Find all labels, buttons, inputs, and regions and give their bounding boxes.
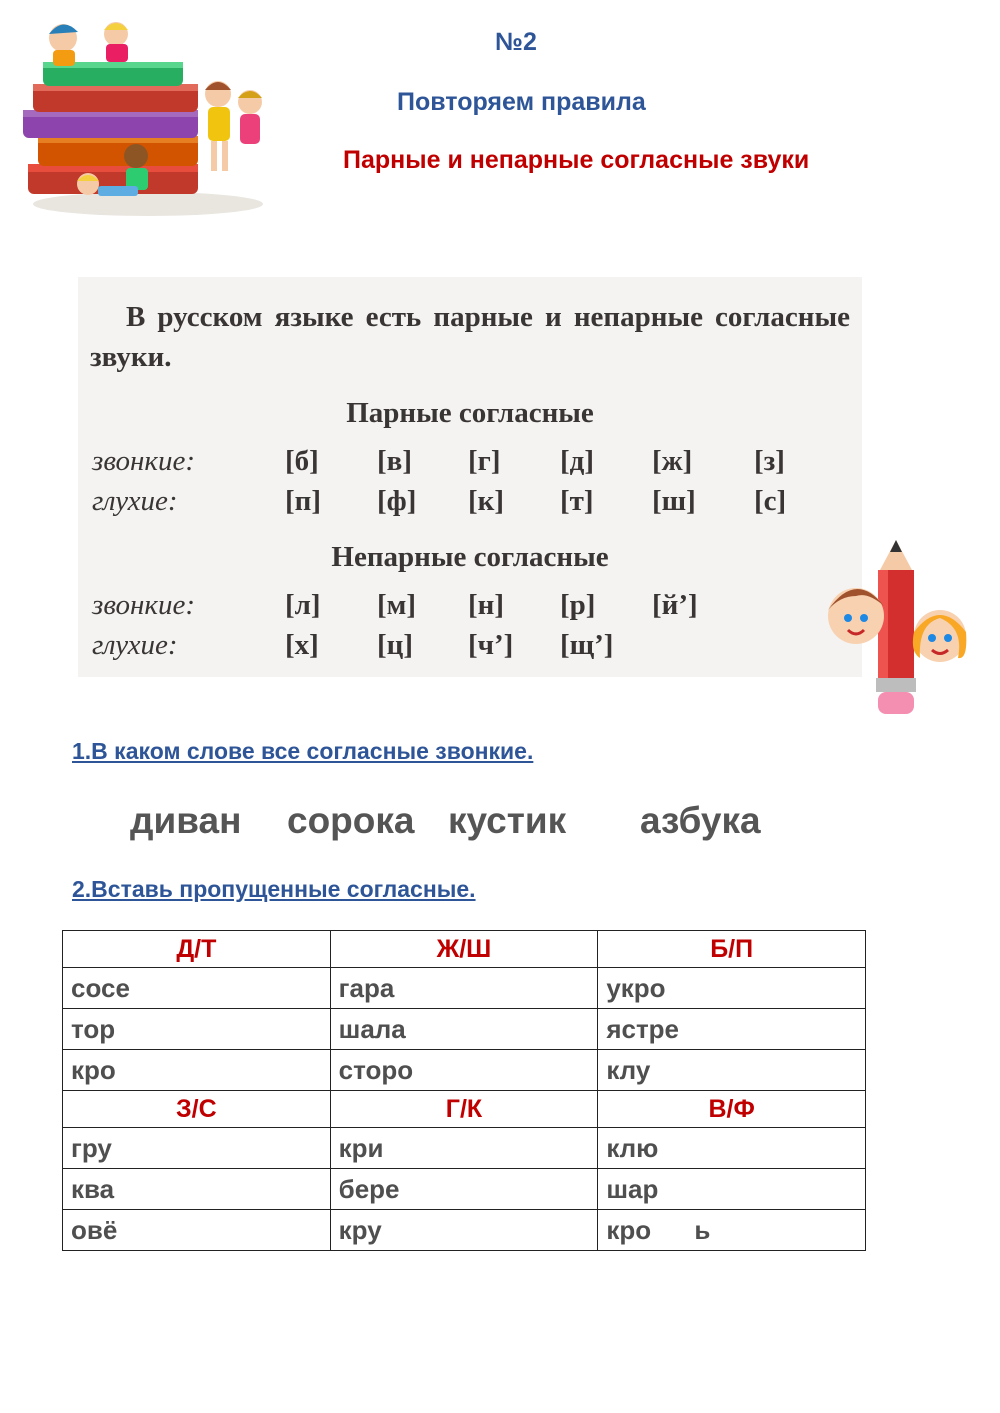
table-row xyxy=(63,1009,866,1050)
sound: [х] xyxy=(285,629,319,661)
sound: [й’] xyxy=(652,589,698,621)
word-cell[interactable]: ква xyxy=(63,1169,331,1210)
table-header-row xyxy=(63,1091,866,1128)
rule-intro-text: В русском языке есть парные и непарные согласные звуки. xyxy=(90,301,850,373)
column-header: Ж/Ш xyxy=(330,931,598,968)
paired-voiceless-label: глухие: xyxy=(92,485,178,517)
unpaired-voiceless-label: глухие: xyxy=(92,629,178,661)
word-cell[interactable]: кру xyxy=(330,1210,598,1251)
sound: [ш] xyxy=(652,485,696,517)
table-row xyxy=(63,968,866,1009)
word-cell[interactable]: сосе xyxy=(63,968,331,1009)
word-cell[interactable]: кро xyxy=(63,1050,331,1091)
consonants-table xyxy=(62,930,866,1251)
sound: [щ’] xyxy=(560,629,614,661)
word-cell[interactable]: клу xyxy=(598,1050,866,1091)
sound: [з] xyxy=(754,445,785,477)
paired-heading: Парные согласные xyxy=(346,397,594,429)
word-cell[interactable]: укро xyxy=(598,968,866,1009)
sound: [б] xyxy=(285,445,319,477)
topic-heading: Парные и непарные согласные звуки xyxy=(343,146,810,174)
word-cell[interactable]: тор xyxy=(63,1009,331,1050)
word-cell[interactable]: гру xyxy=(63,1128,331,1169)
rule-box xyxy=(78,277,862,677)
sound: [л] xyxy=(285,589,321,621)
word-cell[interactable]: шар xyxy=(598,1169,866,1210)
word-option[interactable]: диван xyxy=(130,800,242,841)
word-option[interactable]: азбука xyxy=(640,800,761,841)
table-row xyxy=(63,1210,866,1251)
word-cell[interactable]: сторо xyxy=(330,1050,598,1091)
column-header: Б/П xyxy=(598,931,866,968)
sound: [ф] xyxy=(377,485,417,517)
table-header-row xyxy=(63,931,866,968)
page-number-heading: №2 xyxy=(495,28,537,56)
paired-voiced-label: звонкие: xyxy=(92,445,196,477)
word-cell[interactable]: кро ь xyxy=(598,1210,866,1251)
column-header: Д/Т xyxy=(63,931,331,968)
sound: [н] xyxy=(468,589,505,621)
subtitle-heading: Повторяем правила xyxy=(397,88,646,116)
task1-title: 1.В каком слове все согласные звонкие. xyxy=(72,738,534,764)
sound: [т] xyxy=(560,485,594,517)
column-header: Г/К xyxy=(330,1091,598,1128)
table-row xyxy=(63,1169,866,1210)
unpaired-voiced-label: звонкие: xyxy=(92,589,196,621)
sound: [р] xyxy=(560,589,596,621)
word-cell[interactable]: гара xyxy=(330,968,598,1009)
table-row xyxy=(63,1128,866,1169)
task2-title: 2.Вставь пропущенные согласные. xyxy=(72,876,476,902)
word-cell[interactable]: кри xyxy=(330,1128,598,1169)
pencil-kids-illustration xyxy=(818,540,978,720)
sound: [д] xyxy=(560,445,594,477)
sound: [ч’] xyxy=(468,629,514,661)
sound: [к] xyxy=(468,485,505,517)
column-header: В/Ф xyxy=(598,1091,866,1128)
word-option[interactable]: кустик xyxy=(448,800,567,841)
word-cell[interactable]: овё xyxy=(63,1210,331,1251)
word-cell[interactable]: бере xyxy=(330,1169,598,1210)
word-option[interactable]: сорока xyxy=(287,800,415,841)
sound: [ж] xyxy=(652,445,693,477)
word-cell[interactable]: шала xyxy=(330,1009,598,1050)
unpaired-heading: Непарные согласные xyxy=(331,541,609,573)
sound: [с] xyxy=(754,485,787,517)
sound: [м] xyxy=(377,589,417,621)
sound: [г] xyxy=(468,445,501,477)
table-row xyxy=(63,1050,866,1091)
sound: [в] xyxy=(377,445,412,477)
sound: [п] xyxy=(285,485,322,517)
column-header: З/С xyxy=(63,1091,331,1128)
word-cell[interactable]: клю xyxy=(598,1128,866,1169)
word-cell[interactable]: ястре xyxy=(598,1009,866,1050)
sound: [ц] xyxy=(377,629,414,661)
